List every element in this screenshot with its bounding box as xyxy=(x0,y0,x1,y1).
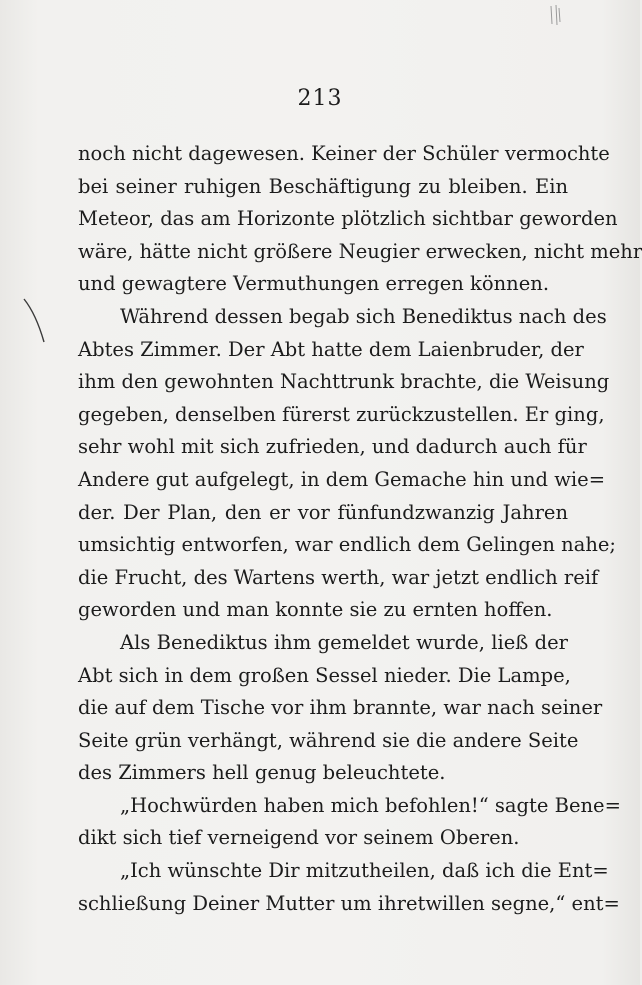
text-line: Meteor, das am Horizonte plötzlich sichtbar geworden xyxy=(78,207,618,231)
text-body xyxy=(78,138,642,920)
text-line: und gewagtere Vermuthungen erregen können. xyxy=(78,272,550,296)
text-line: dikt sich tief verneigend vor seinem Oberen. xyxy=(78,826,520,850)
text-line: „Hochwürden haben mich befohlen!“ sagte Bene= xyxy=(120,793,621,817)
text-line: der. Der Plan, den er vor fünfundzwanzig Jahren xyxy=(78,500,568,524)
margin-pencil-mark xyxy=(22,296,52,346)
text-line: Während dessen begab sich Benediktus nach des xyxy=(120,304,607,328)
text-line: schließung Deiner Mutter um ihretwillen segne,“ ent= xyxy=(78,891,620,915)
text-line: geworden und man konnte sie zu ernten hoffen. xyxy=(78,598,553,622)
text-line: Abtes Zimmer. Der Abt hatte dem Laienbruder, der xyxy=(78,337,584,361)
scan-edge-mark xyxy=(548,4,562,26)
text-line: „Ich wünschte Dir mitzutheilen, daß ich die Ent= xyxy=(120,859,609,883)
text-line: Als Benediktus ihm gemeldet wurde, ließ der xyxy=(120,630,568,654)
text-line: die Frucht, des Wartens werth, war jetzt endlich reif xyxy=(78,565,599,589)
text-line: ihm den gewohnten Nachttrunk brachte, die Weisung xyxy=(78,370,610,394)
text-line: noch nicht dagewesen. Keiner der Schüler vermochte xyxy=(78,142,610,165)
text-line: des Zimmers hell genug beleuchtete. xyxy=(78,761,446,785)
text-line: gegeben, denselben fürerst zurückzustellen. Er ging, xyxy=(78,402,605,426)
text-line: die auf dem Tische vor ihm brannte, war nach seiner xyxy=(78,696,603,720)
text-line: Andere gut aufgelegt, in dem Gemache hin und wie= xyxy=(78,467,606,491)
text-line: umsichtig entworfen, war endlich dem Gelingen nahe; xyxy=(78,533,616,557)
text-line: bei seiner ruhigen Beschäftigung zu bleiben. Ein xyxy=(78,174,568,198)
text-line: Seite grün verhängt, während sie die andere Seite xyxy=(78,728,579,752)
text-line: wäre, hätte nicht größere Neugier erwecken, nicht mehr xyxy=(78,239,642,263)
text-line: Abt sich in dem großen Sessel nieder. Die Lampe, xyxy=(78,663,571,687)
page-number: 213 xyxy=(297,86,343,111)
text-line: sehr wohl mit sich zufrieden, und dadurch auch für xyxy=(78,435,587,459)
